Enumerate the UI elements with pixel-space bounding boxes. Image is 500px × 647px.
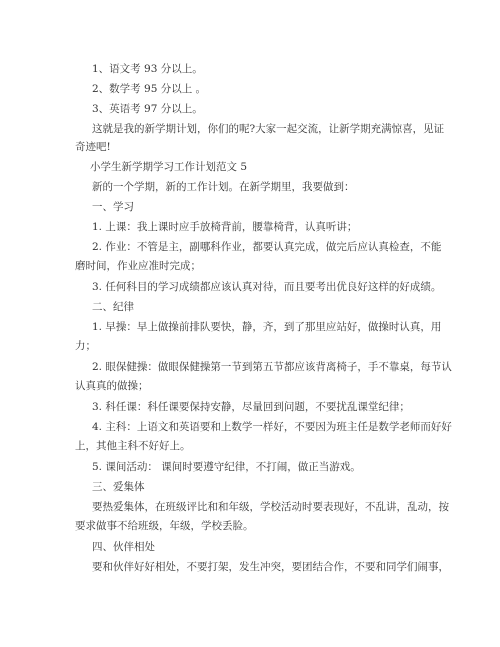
text-line: 磨时间，作业应准时完成； — [75, 260, 201, 272]
text-line: 认真真的做操； — [75, 380, 149, 392]
text-line: 新的一个学期，新的工作计划。在新学期里，我要做到： — [92, 181, 355, 193]
text-line: 要求做事不给班级，年级，学校丢脸。 — [75, 520, 254, 532]
section-title: 小学生新学期学习工作计划范文 5 — [90, 161, 248, 173]
text-line: 要和伙伴好好相处，不要打架，发生冲突，要团结合作，不要和同学们闹事， — [92, 561, 449, 573]
text-line: 这就是我的新学期计划，你们的呢?大家一起交流，让新学期充满惊喜，见证 — [92, 123, 445, 135]
text-line: 1、语文考 93 分以上。 — [92, 63, 203, 75]
text-line: 4. 主科：上语文和英语要和上数学一样好，不要因为班主任是数学老师而好好 — [92, 421, 452, 433]
section-heading: 一、学习 — [92, 201, 134, 213]
text-line: 5. 课间活动： 课间时要遵守纪律，不打闹，做正当游戏。 — [92, 461, 361, 473]
text-line: 力； — [75, 340, 96, 352]
text-line: 3、英语考 97 分以上。 — [92, 103, 203, 115]
text-line: 2. 作业：不管是主，副哪科作业，都要认真完成，做完后应认真检查，不能 — [92, 241, 442, 253]
text-line: 2、数学考 95 分以上 。 — [92, 83, 207, 95]
text-line: 3. 科任课：科任课要保持安静，尽量回到问题，不要扰乱课堂纪律； — [92, 401, 410, 413]
text-line: 3. 任何科目的学习成绩都应该认真对待，而且要考出优良好这样的好成绩。 — [92, 281, 442, 293]
text-line: 要热爱集体，在班级评比和和年级，学校活动时要表现好，不乱讲，乱动，按 — [92, 501, 449, 513]
text-line: 1. 早操：早上做操前排队要快，静，齐，到了那里应站好，做操时认真，用 — [92, 321, 442, 333]
text-line: 1. 上课：我上课时应手放椅背前，腰靠椅背，认真听讲； — [92, 221, 358, 233]
text-line: 上，其他主科不好好上。 — [75, 440, 191, 452]
text-line: 2. 眼保健操：做眼保健操第一节到第五节都应该背离椅子，手不靠桌，每节认 — [92, 361, 452, 373]
section-heading: 三、爱集体 — [92, 481, 145, 493]
text-line: 奇迹吧! — [75, 141, 111, 153]
section-heading: 四、伙伴相处 — [92, 541, 155, 553]
section-heading: 二、纪律 — [92, 301, 134, 313]
